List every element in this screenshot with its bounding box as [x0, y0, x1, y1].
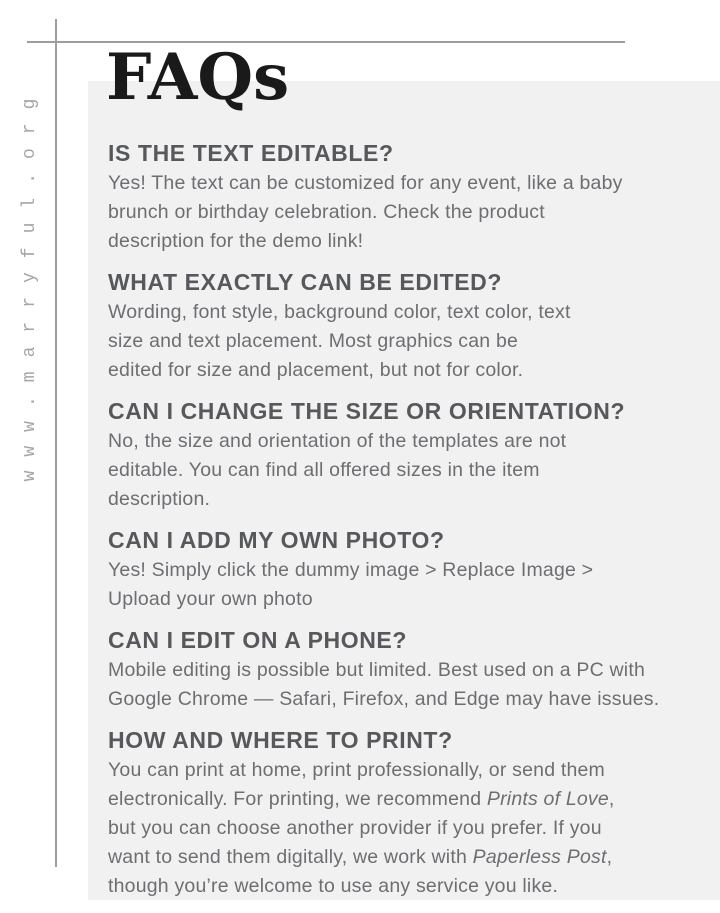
faq-answer	[108, 554, 693, 614]
faq-question: HOW AND WHERE TO PRINT?	[108, 727, 453, 753]
faq-body-text: description for the demo link!	[108, 230, 364, 252]
faq-body-line	[108, 227, 693, 256]
site-url-vertical-text: www.marryful.org	[20, 84, 40, 482]
faq-answer	[108, 654, 693, 714]
faq-body-text: Wording, font style, background color, text color, text	[108, 301, 571, 323]
faq-question: WHAT EXACTLY CAN BE EDITED?	[108, 269, 503, 295]
faq-body-text: editable. You can find all offered sizes in the item	[108, 459, 540, 481]
crosshair-vertical-line	[55, 19, 57, 867]
faq-section	[108, 626, 693, 714]
faq-body-line	[108, 556, 693, 585]
faq-body-text: Upload your own photo	[108, 588, 313, 610]
faq-body-line	[108, 169, 693, 198]
faq-body-line	[108, 656, 693, 685]
faq-body-line	[108, 456, 693, 485]
faq-body-line	[108, 427, 693, 456]
page-title: FAQs	[106, 40, 290, 115]
faq-body-text: No, the size and orientation of the templates are not	[108, 430, 567, 452]
faq-body-text: though you’re welcome to use any service you like.	[108, 875, 559, 897]
faq-body-text: size and text placement. Most graphics can be	[108, 330, 519, 352]
faq-answer	[108, 425, 693, 514]
faq-section	[108, 726, 693, 901]
faq-body-text: edited for size and placement, but not for color.	[108, 359, 524, 381]
faq-body-line	[108, 685, 693, 714]
faq-body-line	[108, 327, 693, 356]
faq-body-line	[108, 872, 693, 901]
faq-answer	[108, 296, 693, 385]
faq-question: IS THE TEXT EDITABLE?	[108, 140, 394, 166]
faq-body-text: want to send them digitally, we work with	[108, 846, 473, 868]
faq-answer	[108, 167, 693, 256]
faq-body-text: You can print at home, print professionally, or send them	[108, 759, 606, 781]
faq-body-line	[108, 814, 693, 843]
faq-body-line	[108, 198, 693, 227]
faq-body-text: Yes! The text can be customized for any event, like a baby	[108, 172, 623, 194]
faq-question: CAN I EDIT ON A PHONE?	[108, 627, 408, 653]
faq-body-text: description.	[108, 488, 211, 510]
faq-body-line	[108, 485, 693, 514]
faq-question: CAN I CHANGE THE SIZE OR ORIENTATION?	[108, 398, 626, 424]
faq-body-text-italic: Paperless Post	[472, 846, 607, 868]
faq-body-text: ,	[606, 846, 613, 868]
faq-question: CAN I ADD MY OWN PHOTO?	[108, 527, 445, 553]
faq-body-text: brunch or birthday celebration. Check the product	[108, 201, 545, 223]
faq-body-text-italic: Prints of Love	[486, 788, 609, 810]
faq-body-line	[108, 585, 693, 614]
faq-list	[108, 139, 693, 913]
faq-body-text: Mobile editing is possible but limited. Best used on a PC with	[108, 659, 646, 681]
faq-body-text: ,	[608, 788, 615, 810]
faq-body-text: electronically. For printing, we recommend	[108, 788, 487, 810]
faq-body-line	[108, 843, 693, 872]
faq-section	[108, 268, 693, 385]
faq-answer	[108, 754, 693, 901]
faq-body-line	[108, 356, 693, 385]
faq-section	[108, 139, 693, 256]
faq-section	[108, 526, 693, 614]
faq-body-line	[108, 785, 693, 814]
faq-body-line	[108, 298, 693, 327]
faq-body-line	[108, 756, 693, 785]
faq-body-text: but you can choose another provider if you prefer. If you	[108, 817, 602, 839]
faq-body-text: Google Chrome — Safari, Firefox, and Edge may have issues.	[108, 688, 660, 710]
faq-body-text: Yes! Simply click the dummy image > Replace Image >	[108, 559, 594, 581]
faq-section	[108, 397, 693, 514]
